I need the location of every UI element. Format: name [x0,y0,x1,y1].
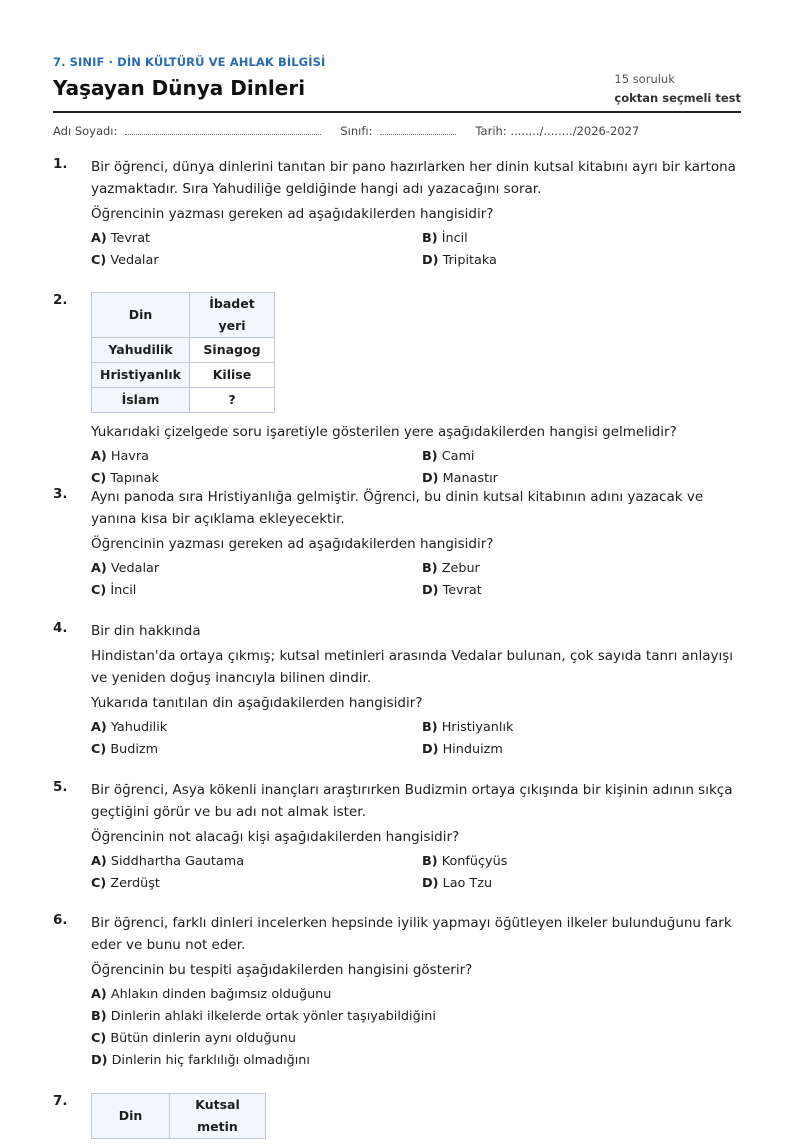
option-a[interactable]: A) Yahudilik [91,720,168,735]
date-field: ......../......../2026-2027 [510,124,640,138]
table-header: İbadet yeri [189,293,274,338]
question-text: Bir öğrenci, dünya dinlerini tanıtan bir pano hazırlarken her dinin kutsal kitabını ayrı bir kartona yazmaktadır. Sıra Yahudiliğe geldiğinde hangi adı yazacağını sorar. [91,159,736,197]
option-c[interactable]: C) Bütün dinlerin aynı olduğunu [91,1031,296,1046]
name-field-line [125,124,321,135]
option-c[interactable]: C) Budizm [91,742,159,757]
table-header: Din [92,1094,170,1139]
question-number: 4. [53,620,68,636]
option-c[interactable]: C) Vedalar [91,253,159,268]
question-prompt: Öğrencinin bu tespiti aşağıdakilerden hangisini gösterir? [91,962,473,978]
option-d[interactable]: D) Lao Tzu [422,876,493,891]
option-a[interactable]: A) Tevrat [91,231,151,246]
table-header: Din [92,293,190,338]
question-prompt: Öğrencinin yazması gereken ad aşağıdakilerden hangisidir? [91,536,494,552]
question-intro: Bir din hakkında [91,623,201,639]
question-text: Hindistan'da ortaya çıkmış; kutsal metinleri arasında Vedalar bulunan, çok sayıda tanrı anlayışı ve yeniden doğuş inancıyla bilinen dindir. [91,648,734,686]
option-d[interactable]: D) Hinduizm [422,742,503,757]
option-b[interactable]: B) Hristiyanlık [422,720,514,735]
question-number: 5. [53,779,68,795]
worship-table [91,292,275,413]
option-b[interactable]: B) Zebur [422,561,480,576]
option-b[interactable]: B) Konfüçyüs [422,854,508,869]
question-text: Bir öğrenci, farklı dinleri incelerken hepsinde iyilik yapmayı öğütleyen ilkeler bulunduğunu fark eder ve bunu not eder. [91,915,732,953]
option-d[interactable]: D) Dinlerin hiç farklılığı olmadığını [91,1053,310,1068]
option-a[interactable]: A) Siddhartha Gautama [91,854,245,869]
question-number: 6. [53,912,68,928]
class-field-line [380,124,456,135]
table-cell: Kilise [189,363,274,388]
option-a[interactable]: A) Ahlakın dinden bağımsız olduğunu [91,987,332,1002]
question-count: 15 soruluk [614,72,675,86]
date-label: Tarih: [475,124,507,138]
option-a[interactable]: A) Havra [91,449,149,464]
table-cell: İslam [92,388,190,413]
question-text: Aynı panoda sıra Hristiyanlığa gelmiştir. Öğrenci, bu dinin kutsal kitabının adını yazacak ve yanına kısa bir açıklama ekleyecektir. [91,489,704,527]
test-type: çoktan seçmeli test [614,91,741,105]
option-c[interactable]: C) İncil [91,583,137,598]
table-row [92,363,275,388]
page-title: Yaşayan Dünya Dinleri [53,76,306,100]
table-cell: ? [189,388,274,413]
option-a[interactable]: A) Vedalar [91,561,160,576]
name-label: Adı Soyadı: [53,124,118,138]
option-b[interactable]: B) Dinlerin ahlaki ilkelerde ortak yönler taşıyabildiğini [91,1009,436,1024]
table-cell: Yahudilik [92,338,190,363]
question-prompt: Öğrencinin yazması gereken ad aşağıdakilerden hangisidir? [91,206,494,222]
question-number: 1. [53,156,68,172]
question-prompt: Yukarıdaki çizelgede soru işaretiyle gösterilen yere aşağıdakilerden hangisi gelmelidir? [91,424,677,440]
table-header: Kutsal metin [170,1094,266,1139]
table-row [92,338,275,363]
table-cell: Sinagog [189,338,274,363]
option-c[interactable]: C) Zerdüşt [91,876,160,891]
question-text: Bir öğrenci, Asya kökenli inançları araştırırken Budizmin ortaya çıkışında bir kişinin adının sıkça geçtiğini görür ve bu adı not almak ister. [91,782,733,820]
subject-label: 7. SINIF · DİN KÜLTÜRÜ VE AHLAK BİLGİSİ [53,55,326,69]
question-prompt: Öğrencinin not alacağı kişi aşağıdakilerden hangisidir? [91,829,460,845]
question-prompt: Yukarıda tanıtılan din aşağıdakilerden hangisidir? [91,695,423,711]
option-b[interactable]: B) İncil [422,231,468,246]
table-row [92,388,275,413]
question-number: 7. [53,1093,68,1109]
option-b[interactable]: B) Cami [422,449,475,464]
class-label: Sınıfı: [340,124,373,138]
question-number: 3. [53,486,68,502]
test-meta [614,70,741,108]
option-d[interactable]: D) Manastır [422,471,498,486]
scripture-table [91,1093,266,1139]
student-info-row [53,124,639,138]
question-number: 2. [53,292,68,308]
header-divider [53,111,741,113]
table-cell: Hristiyanlık [92,363,190,388]
option-d[interactable]: D) Tevrat [422,583,482,598]
option-d[interactable]: D) Tripitaka [422,253,497,268]
option-c[interactable]: C) Tapınak [91,471,159,486]
